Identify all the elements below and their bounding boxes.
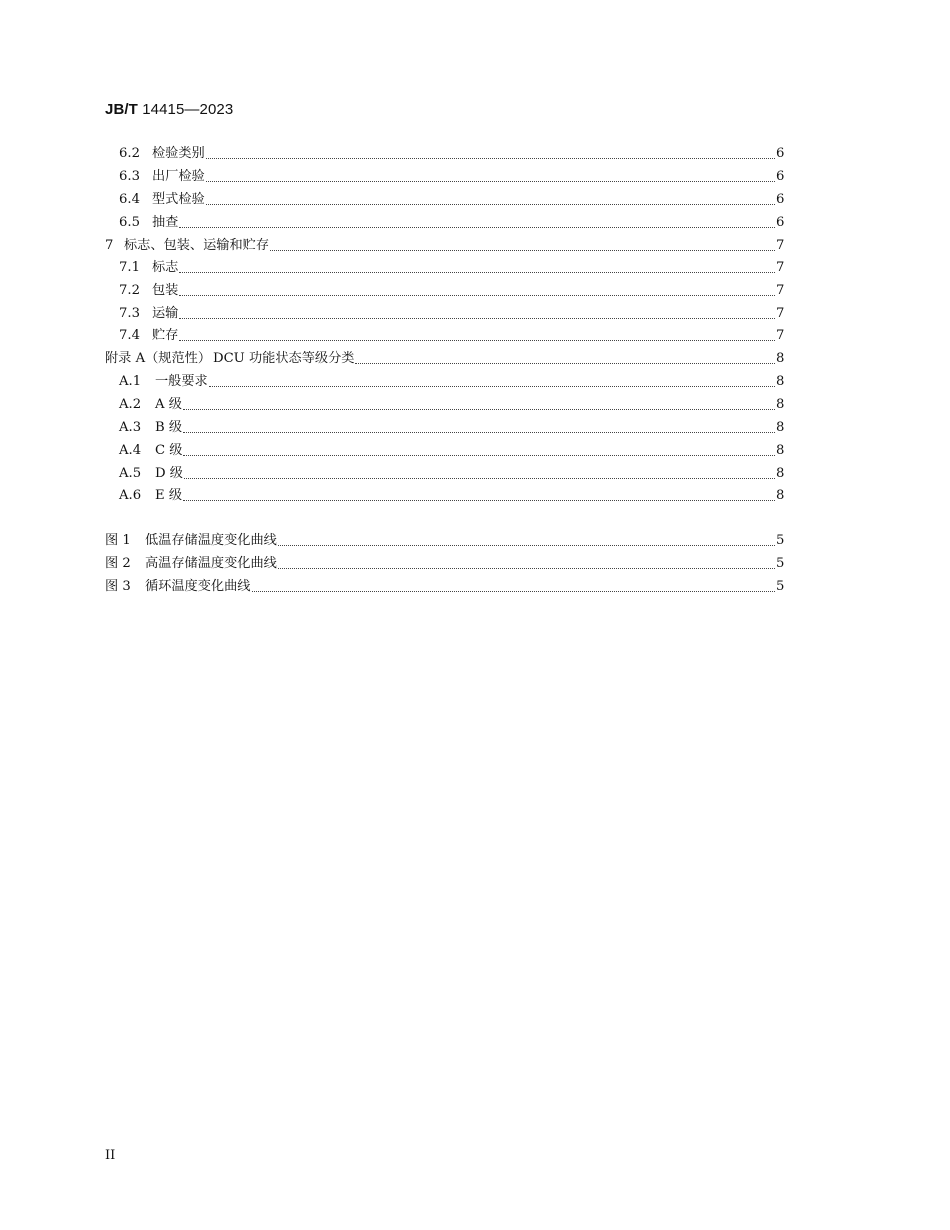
- dot-leader: [252, 591, 776, 592]
- dot-leader: [206, 204, 775, 205]
- toc-entry-title: DCU 功能状态等级分类: [213, 351, 355, 366]
- standard-number: 14415—2023: [142, 101, 234, 118]
- toc-entry-page: 6: [776, 215, 785, 230]
- toc-entry-page: 8: [776, 443, 785, 458]
- dot-leader: [179, 340, 775, 341]
- toc-entry-page: 7: [776, 260, 785, 275]
- toc-entry-title: 包装: [152, 283, 179, 298]
- toc-figure-3[interactable]: [105, 577, 784, 597]
- toc-entry-number: A.3: [119, 420, 142, 435]
- page-number-footer: II: [105, 1148, 116, 1163]
- toc-entry-number: A.2: [119, 397, 142, 412]
- toc-entry-number: 6.4: [119, 192, 140, 207]
- toc-entry-page: 6: [776, 146, 785, 161]
- toc-entry-6-5[interactable]: [119, 213, 784, 233]
- toc-figure-2[interactable]: [105, 554, 784, 574]
- toc-entry-a-1[interactable]: [119, 372, 784, 392]
- toc-entry-number: 6.5: [119, 215, 140, 230]
- toc-entry-page: 6: [776, 192, 785, 207]
- toc-entry-number: 7.1: [119, 260, 140, 275]
- toc-figure-page: 5: [776, 579, 785, 594]
- dot-leader: [183, 455, 775, 456]
- toc-entry-number: 7.3: [119, 306, 140, 321]
- dot-leader: [179, 318, 775, 319]
- dot-leader: [206, 181, 775, 182]
- toc-figure-number: 图 1: [105, 533, 131, 548]
- toc-entry-7-4[interactable]: [119, 326, 784, 346]
- toc-entry-title: 出厂检验: [152, 169, 205, 184]
- toc-figure-title: 低温存储温度变化曲线: [145, 533, 277, 548]
- dot-leader: [206, 158, 775, 159]
- toc-entry-page: 7: [776, 238, 785, 253]
- toc-entry-page: 8: [776, 397, 785, 412]
- toc-entry-title: E 级: [155, 488, 183, 503]
- toc-entry-title: 检验类别: [152, 146, 205, 161]
- dot-leader: [278, 545, 775, 546]
- toc-entry-title: 一般要求: [155, 374, 208, 389]
- standard-code: JB/T: [105, 101, 138, 118]
- toc-entry-number: 6.3: [119, 169, 140, 184]
- toc-entry-annex-a[interactable]: [105, 349, 784, 369]
- toc-entry-a-3[interactable]: [119, 418, 784, 438]
- toc-entry-title: D 级: [155, 466, 183, 481]
- toc-entry-page: 7: [776, 283, 785, 298]
- toc-entry-number: A.5: [119, 466, 142, 481]
- toc-entry-title: C 级: [155, 443, 183, 458]
- dot-leader: [179, 295, 775, 296]
- toc-entry-7-1[interactable]: [119, 258, 784, 278]
- toc-entry-6-3[interactable]: [119, 167, 784, 187]
- toc-entry-title: 型式检验: [152, 192, 205, 207]
- toc-entry-number: A.6: [119, 488, 142, 503]
- toc-entry-7-3[interactable]: [119, 304, 784, 324]
- dot-leader: [184, 478, 775, 479]
- toc-entry-a-6[interactable]: [119, 486, 784, 506]
- toc-entry-a-4[interactable]: [119, 441, 784, 461]
- toc-entry-number: 7: [105, 238, 114, 253]
- toc-entry-page: 8: [776, 420, 785, 435]
- toc-entry-title: A 级: [155, 397, 182, 412]
- toc-figure-title: 循环温度变化曲线: [145, 579, 251, 594]
- dot-leader: [209, 386, 775, 387]
- dot-leader: [270, 250, 775, 251]
- dot-leader: [179, 227, 775, 228]
- toc-entry-title: 标志: [152, 260, 179, 275]
- toc-entry-title: 抽查: [152, 215, 179, 230]
- toc-entry-number: 附录 A（规范性）: [105, 351, 212, 366]
- toc-entry-7[interactable]: [105, 236, 784, 256]
- toc-figure-1[interactable]: [105, 531, 784, 551]
- toc-entry-page: 6: [776, 169, 785, 184]
- toc-figure-title: 高温存储温度变化曲线: [145, 556, 277, 571]
- toc-entry-page: 8: [776, 466, 785, 481]
- toc-entry-number: 6.2: [119, 146, 140, 161]
- toc-entry-title: 贮存: [152, 328, 179, 343]
- toc-entry-page: 8: [776, 374, 785, 389]
- toc-entry-title: B 级: [155, 420, 183, 435]
- dot-leader: [278, 568, 775, 569]
- toc-entry-title: 运输: [152, 306, 179, 321]
- dot-leader: [183, 409, 775, 410]
- toc-figure-number: 图 2: [105, 556, 131, 571]
- toc-entry-number: 7.2: [119, 283, 140, 298]
- toc-entry-6-4[interactable]: [119, 190, 784, 210]
- document-header: [105, 101, 233, 118]
- toc-entry-6-2[interactable]: [119, 144, 784, 164]
- toc-entry-a-5[interactable]: [119, 464, 784, 484]
- toc-figure-page: 5: [776, 533, 785, 548]
- dot-leader: [179, 272, 775, 273]
- toc-entry-page: 8: [776, 351, 785, 366]
- dot-leader: [183, 500, 775, 501]
- toc-entry-page: 8: [776, 488, 785, 503]
- toc-entry-number: A.4: [119, 443, 142, 458]
- toc-entry-number: A.1: [119, 374, 142, 389]
- toc-entry-number: 7.4: [119, 328, 140, 343]
- toc-entry-7-2[interactable]: [119, 281, 784, 301]
- dot-leader: [355, 363, 775, 364]
- toc-entry-a-2[interactable]: [119, 395, 784, 415]
- toc-entry-page: 7: [776, 328, 785, 343]
- toc-entry-title: 标志、包装、运输和贮存: [124, 238, 270, 253]
- toc-figure-page: 5: [776, 556, 785, 571]
- toc-entry-page: 7: [776, 306, 785, 321]
- dot-leader: [183, 432, 775, 433]
- toc-figure-number: 图 3: [105, 579, 131, 594]
